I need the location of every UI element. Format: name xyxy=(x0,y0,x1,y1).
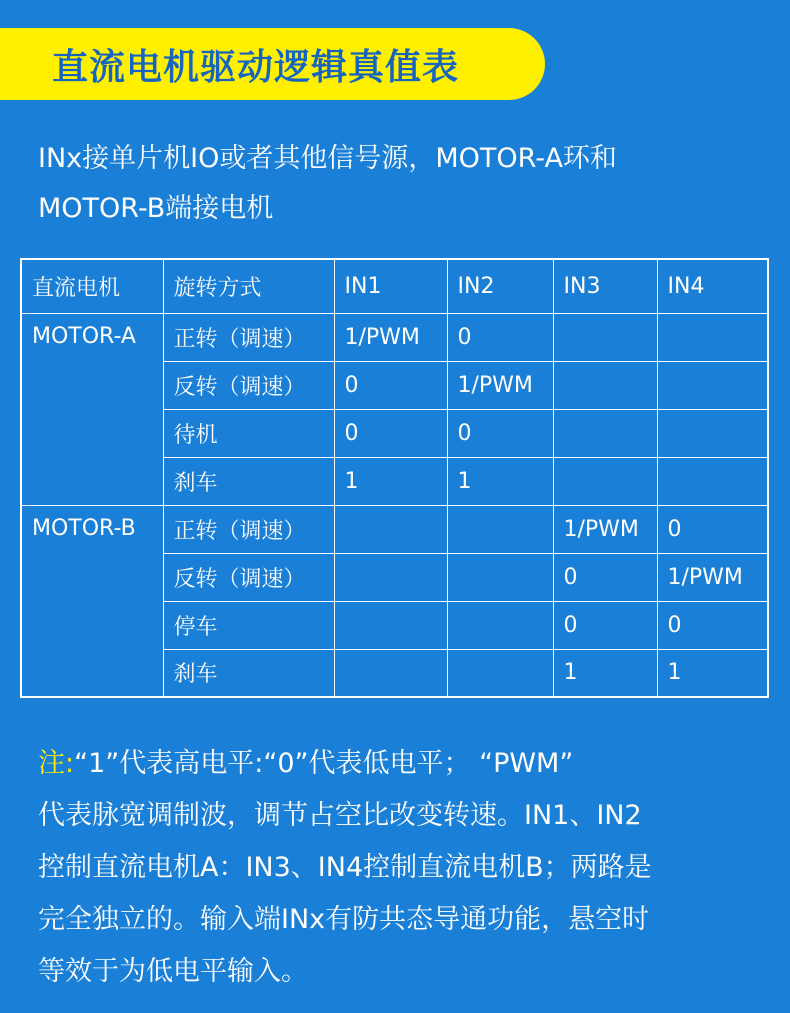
note-line-5: 等效于为低电平输入。 xyxy=(38,956,308,987)
header-in1: IN1 xyxy=(334,259,447,313)
in4-cell: 1 xyxy=(657,649,768,697)
note-line-4: 完全独立的。输入端INx有防共态导通功能，悬空时 xyxy=(38,904,650,935)
in2-cell xyxy=(447,601,553,649)
in1-cell: 1 xyxy=(334,457,447,505)
page-title: 直流电机驱动逻辑真值表 xyxy=(52,46,460,88)
motor-b-cell: MOTOR-B xyxy=(21,505,163,697)
title-banner xyxy=(0,28,545,100)
in4-cell xyxy=(657,409,768,457)
intro-line-2: MOTOR-B端接电机 xyxy=(38,193,274,224)
mode-cell: 正转（调速） xyxy=(163,313,334,361)
mode-cell: 待机 xyxy=(163,409,334,457)
intro-text xyxy=(38,134,758,234)
truth-table xyxy=(20,258,769,698)
header-in2: IN2 xyxy=(447,259,553,313)
in2-cell xyxy=(447,553,553,601)
mode-cell: 刹车 xyxy=(163,457,334,505)
in1-cell xyxy=(334,601,447,649)
note-line-2: 代表脉宽调制波，调节占空比改变转速。IN1、IN2 xyxy=(38,800,642,831)
mode-cell: 停车 xyxy=(163,601,334,649)
in4-cell: 0 xyxy=(657,505,768,553)
mode-cell: 反转（调速） xyxy=(163,361,334,409)
in2-cell: 1 xyxy=(447,457,553,505)
in1-cell: 1/PWM xyxy=(334,313,447,361)
note-line-3: 控制直流电机A：IN3、IN4控制直流电机B；两路是 xyxy=(38,852,652,883)
mode-cell: 反转（调速） xyxy=(163,553,334,601)
in2-cell: 0 xyxy=(447,313,553,361)
in3-cell: 0 xyxy=(553,601,657,649)
in3-cell xyxy=(553,409,657,457)
in2-cell xyxy=(447,505,553,553)
in4-cell: 0 xyxy=(657,601,768,649)
in3-cell xyxy=(553,313,657,361)
table-row xyxy=(21,505,768,553)
in4-cell: 1/PWM xyxy=(657,553,768,601)
in4-cell xyxy=(657,313,768,361)
in1-cell xyxy=(334,553,447,601)
header-motor: 直流电机 xyxy=(21,259,163,313)
in2-cell xyxy=(447,649,553,697)
in1-cell xyxy=(334,505,447,553)
in3-cell xyxy=(553,457,657,505)
header-mode: 旋转方式 xyxy=(163,259,334,313)
table-header-row xyxy=(21,259,768,313)
table-row xyxy=(21,313,768,361)
in4-cell xyxy=(657,457,768,505)
header-in4: IN4 xyxy=(657,259,768,313)
note-block xyxy=(38,738,758,998)
in3-cell: 1/PWM xyxy=(553,505,657,553)
in3-cell xyxy=(553,361,657,409)
note-label: 注: xyxy=(38,748,75,779)
intro-line-1: INx接单片机IO或者其他信号源，MOTOR-A环和 xyxy=(38,143,617,174)
in3-cell: 1 xyxy=(553,649,657,697)
header-in3: IN3 xyxy=(553,259,657,313)
mode-cell: 刹车 xyxy=(163,649,334,697)
in2-cell: 0 xyxy=(447,409,553,457)
in1-cell: 0 xyxy=(334,409,447,457)
note-line-1 xyxy=(38,738,758,790)
note-text-1: “1”代表高电平:“0”代表低电平； “PWM” xyxy=(74,748,574,779)
motor-a-cell: MOTOR-A xyxy=(21,313,163,505)
in4-cell xyxy=(657,361,768,409)
mode-cell: 正转（调速） xyxy=(163,505,334,553)
in3-cell: 0 xyxy=(553,553,657,601)
in1-cell: 0 xyxy=(334,361,447,409)
in1-cell xyxy=(334,649,447,697)
in2-cell: 1/PWM xyxy=(447,361,553,409)
